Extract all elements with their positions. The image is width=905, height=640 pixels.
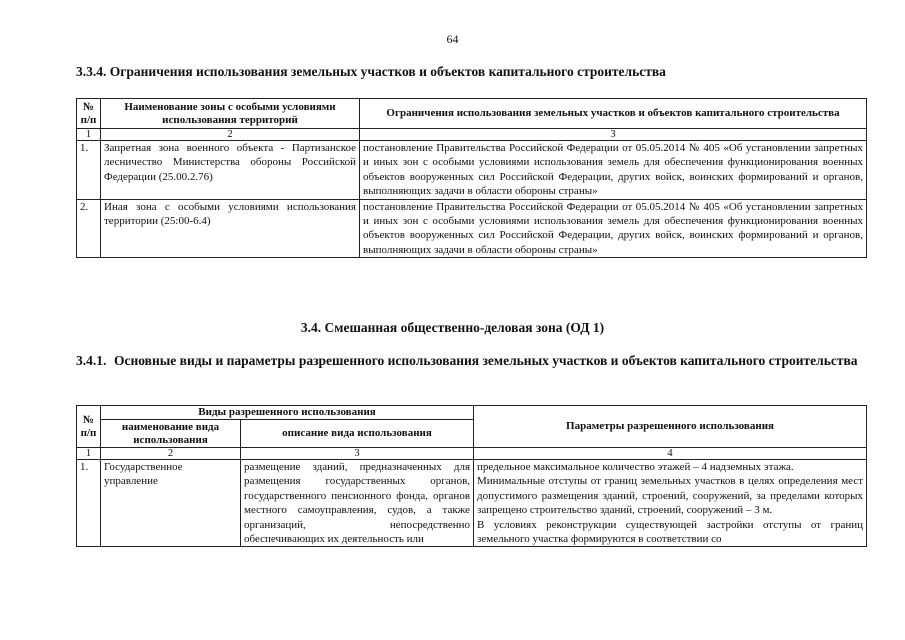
section-heading-3-4: 3.4. Смешанная общественно-деловая зона (ОД 1) <box>300 320 605 335</box>
row-num: 1. <box>77 141 101 200</box>
permitted-use-table <box>76 405 867 547</box>
table-row <box>77 460 867 547</box>
header-params: Параметры разрешенного использования <box>474 406 867 448</box>
use-parameters <box>474 460 867 547</box>
zone-name: Иная зона с особыми условиями использования территории (25:00-6.4) <box>101 199 360 258</box>
param-floors: предельное максимальное количество этажей – 4 надземных этажа. <box>477 461 794 473</box>
header-restrictions: Ограничения использования земельных участков и объектов капитального строительства <box>360 99 867 129</box>
section-number: 3.4.1. <box>76 353 107 368</box>
section-heading-3-4-1 <box>76 352 866 369</box>
page-number: 64 <box>446 32 459 46</box>
column-number: 3 <box>360 129 867 141</box>
column-number: 2 <box>101 129 360 141</box>
use-kind-description: размещение зданий, предназначенных для размещения государственных органов, государственного пенсионного фонда, органов местного самоуправления, судов, а также организаций, непосредственно обеспечивающих их деятельность или <box>241 460 474 547</box>
restrictions-table <box>76 98 867 258</box>
header-num: № п/п <box>77 406 101 448</box>
use-kind-name: Государственное управление <box>101 460 241 547</box>
header-kind-name: наименование вида использования <box>101 420 241 448</box>
table-row <box>77 199 867 258</box>
header-kinds: Виды разрешенного использования <box>101 406 474 420</box>
column-number: 1 <box>77 129 101 141</box>
section-heading-3-3-4: 3.3.4. Ограничения использования земельных участков и объектов капитального строительства <box>76 64 666 79</box>
param-setbacks: Минимальные отступы от границ земельных участков в целях определения мест допустимого размещения зданий, строений, сооружений, за пределами которых запрещено строительство зданий, строений, сооружений – 3 м. <box>477 475 864 517</box>
table-header-row <box>77 99 867 129</box>
header-kind-desc: описание вида использования <box>241 420 474 448</box>
param-reconstruction: В условиях реконструкции существующей застройки отступы от границ земельного участка формируются в соответствии со <box>477 518 864 546</box>
zone-name: Запретная зона военного объекта - Партизанское лесничество Министерства обороны Российской Федерации (25.00.2.76) <box>101 141 360 200</box>
column-number: 2 <box>101 448 241 460</box>
restriction-text: постановление Правительства Российской Федерации от 05.05.2014 № 405 «Об установлении запретных и иных зон с особыми условиями использования земель для обеспечения функционирования военных объектов вооруженных сил Российской Федерации, других войск, воинских формирований и органов, выполняющих задачи в области обороны страны» <box>360 141 867 200</box>
header-num: № п/п <box>77 99 101 129</box>
header-zone: Наименование зоны с особыми условиями использования территорий <box>101 99 360 129</box>
column-number-row <box>77 448 867 460</box>
column-number-row <box>77 129 867 141</box>
table-header-row <box>77 406 867 420</box>
section-title: Основные виды и параметры разрешенного использования земельных участков и объектов капитального строительства <box>114 353 858 368</box>
row-num: 1. <box>77 460 101 547</box>
column-number: 1 <box>77 448 101 460</box>
table-row <box>77 141 867 200</box>
column-number: 3 <box>241 448 474 460</box>
row-num: 2. <box>77 199 101 258</box>
restriction-text: постановление Правительства Российской Федерации от 05.05.2014 № 405 «Об установлении запретных и иных зон с особыми условиями использования земель для обеспечения функционирования военных объектов вооруженных сил Российской Федерации, других войск, воинских формирований и органов, выполняющих задачи в области обороны страны» <box>360 199 867 258</box>
column-number: 4 <box>474 448 867 460</box>
